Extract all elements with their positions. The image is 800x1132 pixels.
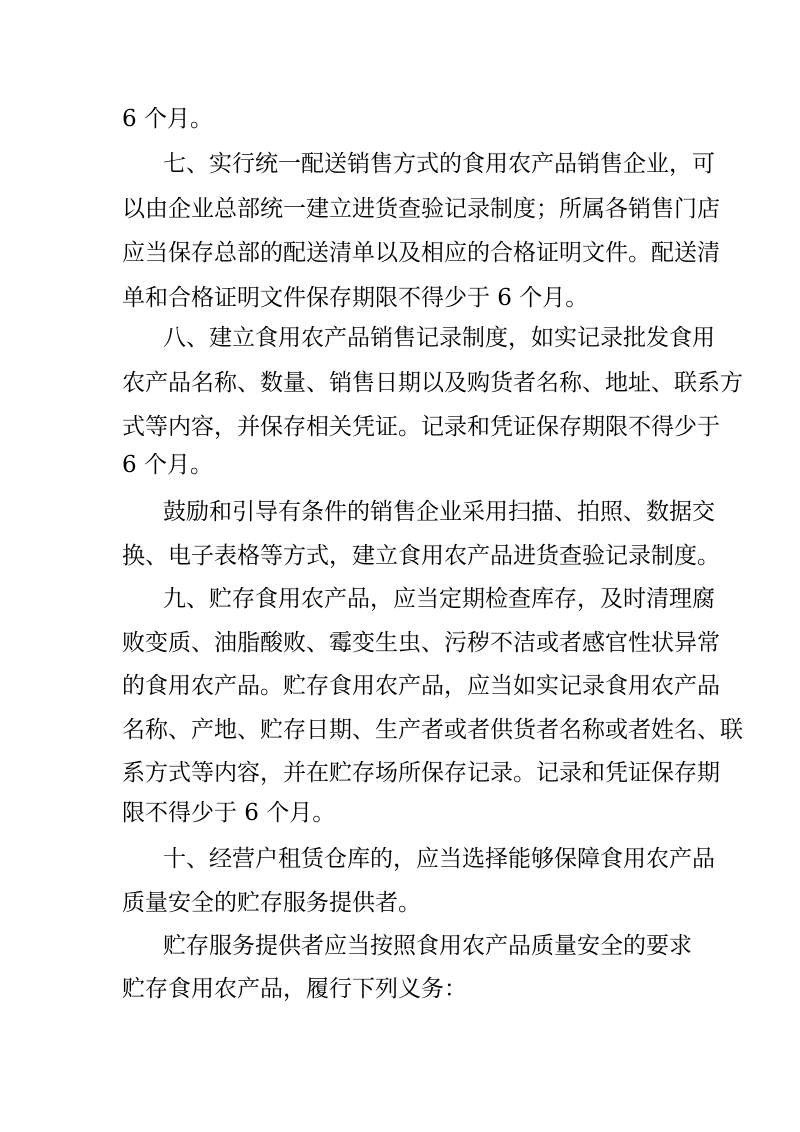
line-text: 十、经营户租赁仓库的，应当选择能够保障食用农产品 (163, 846, 715, 872)
line-text: 系方式等内容，并在贮存场所保存记录。记录和凭证保存期 (122, 760, 720, 786)
line-text: 九、贮存食用农产品，应当定期检查库存，及时清理腐 (163, 586, 715, 612)
line-text: 以由企业总部统一建立进货查验记录制度；所属各销售门店 (122, 196, 720, 222)
line-text: 贮存食用农产品，履行下列义务： (122, 976, 467, 1002)
line-text: 八、建立食用农产品销售记录制度，如实记录批发食用 (163, 325, 715, 351)
line-text: 鼓励和引导有条件的销售企业采用扫描、拍照、数据交 (163, 499, 715, 525)
line-text: 败变质、油脂酸败、霉变生虫、污秽不洁或者感官性状异常 (122, 630, 720, 656)
line-text: 七、实行统一配送销售方式的食用农产品销售企业，可 (163, 151, 715, 177)
line-text: 6 个月。 (122, 106, 213, 132)
line-text: 农产品名称、数量、销售日期以及购货者名称、地址、联系方 (122, 370, 743, 396)
line-text: 应当保存总部的配送清单以及相应的合格证明文件。配送清 (122, 240, 720, 266)
line-text: 贮存服务提供者应当按照食用农产品质量安全的要求 (163, 933, 692, 959)
line-text: 6 个月。 (122, 452, 213, 478)
line-text: 限不得少于 6 个月。 (122, 800, 336, 826)
line-text: 式等内容，并保存相关凭证。记录和凭证保存期限不得少于 (122, 414, 720, 440)
line-text: 的食用农产品。贮存食用农产品，应当如实记录食用农产品 (122, 673, 720, 699)
line-text: 质量安全的贮存服务提供者。 (122, 890, 421, 916)
line-text: 换、电子表格等方式，建立食用农产品进货查验记录制度。 (122, 543, 720, 569)
line-text: 名称、产地、贮存日期、生产者或者供货者名称或者姓名、联 (122, 717, 743, 743)
line-text: 单和合格证明文件保存期限不得少于 6 个月。 (122, 285, 589, 311)
